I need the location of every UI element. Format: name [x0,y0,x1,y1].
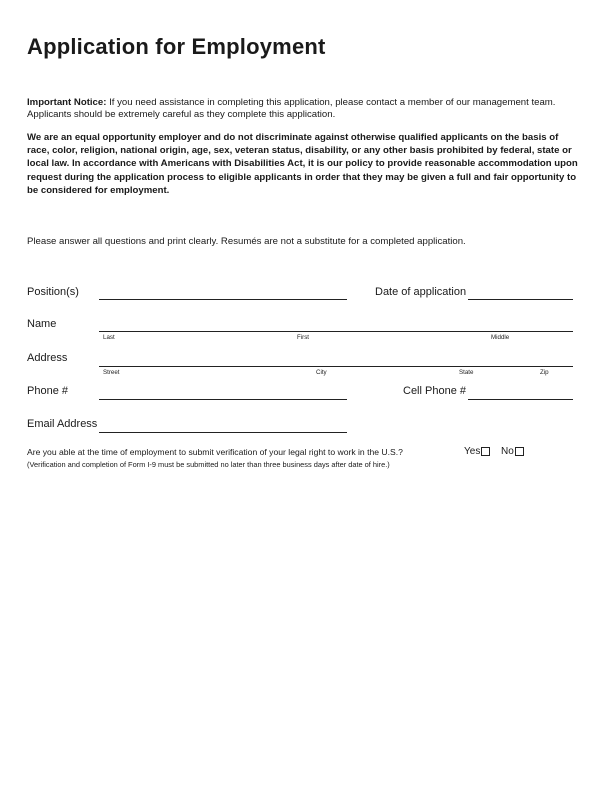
address-label: Address [27,352,68,364]
work-authorization-note: (Verification and completion of Form I-9 must be submitted no later than three business days after date of hire.) [27,460,390,469]
address-sublabel-state: State [459,369,474,376]
email-label: Email Address [27,418,98,430]
yes-label: Yes [464,446,481,457]
address-sublabel-city: City [316,369,327,376]
notice-label: Important Notice: [27,97,107,108]
address-sublabel-street: Street [103,369,120,376]
no-option [501,446,524,457]
name-sublabel-middle: Middle [491,334,510,341]
no-checkbox[interactable] [515,447,524,456]
name-label: Name [27,318,57,330]
position-field[interactable] [99,299,347,300]
date-of-application-field[interactable] [468,299,573,300]
cell-phone-field[interactable] [468,399,573,400]
address-field[interactable] [99,366,573,367]
eeo-statement: We are an equal opportunity employer and do not discriminate against otherwise qualified applicants on the basis of race, color, religion, national origin, age, sex, veteran status, disability, or any other basis prohibited by federal, state or local law. In accordance with Americans with Disabilities Act, it is our policy to provide reasonable accommodation upon request during the application process to eligible applicants in order that they may be given a full and fair opportunity to be considered for employment. [27,132,578,196]
work-authorization-question: Are you able at the time of employment to submit verification of your legal right to work in the U.S.? [27,447,403,457]
phone-label: Phone # [27,385,68,397]
name-field[interactable] [99,331,573,332]
no-label: No [501,446,514,457]
yes-checkbox[interactable] [481,447,490,456]
name-sublabel-last: Last [103,334,115,341]
position-label: Position(s) [27,286,79,298]
page-title: Application for Employment [27,34,326,59]
name-sublabel-first: First [297,334,310,341]
date-of-application-label: Date of application [375,286,467,298]
important-notice [27,97,577,122]
phone-field[interactable] [99,399,347,400]
yes-option [464,446,490,457]
cell-phone-label: Cell Phone # [403,385,466,397]
email-field[interactable] [99,432,347,433]
address-sublabel-zip: Zip [540,369,549,376]
notice-text: If you need assistance in completing this application, please contact a member of our management team. Applicants should be extremely careful as they complete this application. [27,97,556,121]
instructions-text: Please answer all questions and print clearly. Resumés are not a substitute for a completed application. [27,236,466,247]
